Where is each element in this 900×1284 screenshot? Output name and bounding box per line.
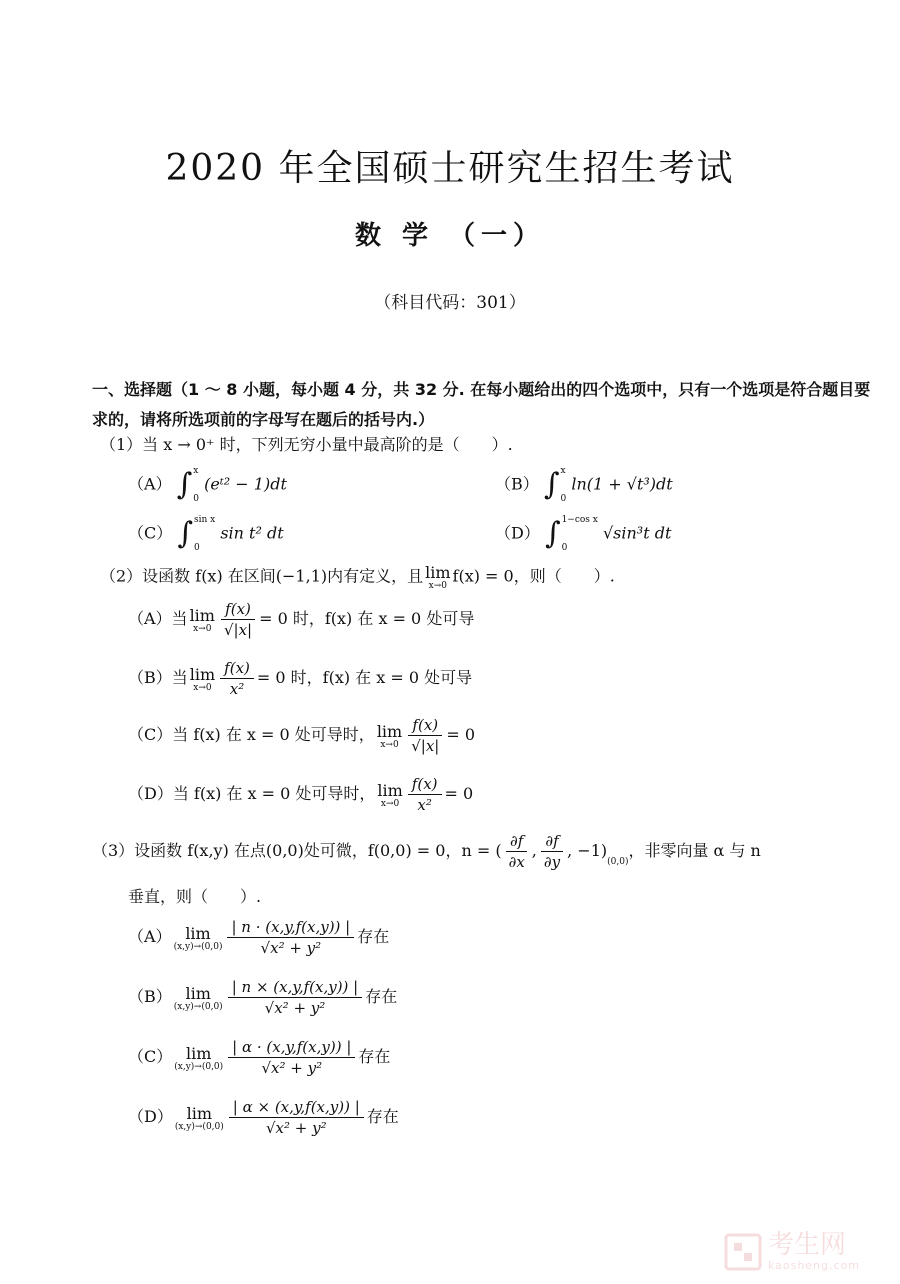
partial-fy — [540, 832, 564, 871]
q1-option-a-expr: (eᵗ² − 1)dt — [204, 474, 287, 494]
q3-option-b — [128, 978, 397, 1017]
q1-option-c — [128, 515, 284, 553]
q2-stem-text: （2）设函数 f(x) 在区间(−1,1)内有定义，且 — [100, 566, 424, 586]
integral-sign: ∫ 1−cos x 0 — [544, 515, 598, 553]
limit: lim x→0 — [425, 563, 451, 591]
denominator: √x² + y² — [265, 1119, 327, 1137]
limit: lim x→0 — [376, 721, 403, 750]
q2-option-d-tail: = 0 — [444, 784, 474, 803]
integral-sign: ∫ x 0 — [176, 466, 200, 504]
denominator: √x² + y² — [264, 999, 326, 1017]
numerator: f(x) — [408, 775, 442, 795]
q2-option-c-label: （C）当 f(x) 在 x = 0 处可导时， — [128, 725, 375, 744]
denominator: ∂x — [508, 853, 525, 871]
partial-fx — [505, 832, 529, 871]
q3-stem-sub: (0,0) — [607, 857, 629, 867]
q3-stem-a: （3）设函数 f(x,y) 在点(0,0)处可微，f(0,0) = 0，n = ( — [92, 841, 502, 860]
numerator: | α · (x,y,f(x,y)) | — [228, 1038, 355, 1058]
watermark-en: kaosheng.com — [767, 1259, 860, 1272]
q3-option-a — [128, 918, 389, 957]
subject-code: （科目代码：301） — [374, 293, 526, 313]
q2-option-b-tail: = 0 时，f(x) 在 x = 0 处可导 — [256, 668, 473, 687]
lower-limit: 0 — [560, 494, 567, 504]
limit: lim (x,y)→(0,0) — [174, 1043, 224, 1072]
denominator: √|x| — [223, 621, 253, 639]
question-3-stem-line2: 垂直，则（ ）. — [128, 887, 262, 906]
denominator: x² — [229, 680, 245, 698]
q1-option-d — [495, 515, 671, 553]
denominator: ∂y — [543, 853, 561, 871]
fraction — [227, 918, 354, 957]
q2-stem-tail: f(x) = 0，则（ ）. — [452, 566, 615, 586]
upper-limit: 1−cos x — [561, 515, 598, 525]
question-1-stem: （1）当 x → 0⁺ 时，下列无穷小量中最高阶的是（ ）. — [100, 435, 513, 454]
lower-limit: 0 — [561, 543, 568, 553]
q3-option-c-tail: 存在 — [358, 1047, 391, 1066]
exam-subtitle: 数 学 （一） — [354, 221, 546, 251]
q2-option-c — [128, 716, 475, 755]
q3-option-c — [128, 1038, 390, 1077]
question-2-stem — [100, 563, 615, 591]
lower-limit: 0 — [193, 494, 200, 504]
q2-option-d — [128, 775, 473, 814]
limit: lim (x,y)→(0,0) — [173, 983, 223, 1012]
fraction — [229, 1098, 364, 1137]
q2-option-a-tail: = 0 时，f(x) 在 x = 0 处可导 — [259, 609, 475, 628]
fraction — [220, 659, 254, 698]
denominator: √x² + y² — [261, 1059, 323, 1077]
watermark — [724, 1231, 860, 1272]
limit: lim (x,y)→(0,0) — [173, 923, 223, 952]
q1-option-d-label: （D） — [495, 523, 540, 543]
q1-option-d-expr: √sin³t dt — [602, 523, 672, 543]
numerator: f(x) — [408, 716, 442, 736]
numerator: | n · (x,y,f(x,y)) | — [227, 918, 354, 938]
integral-sign: ∫ sin x 0 — [177, 515, 216, 553]
q1-option-b — [495, 466, 673, 504]
watermark-cn: 考生网 — [767, 1230, 846, 1260]
q3-stem-c: ，非零向量 α 与 n — [628, 841, 761, 860]
lower-limit: 0 — [193, 543, 200, 553]
watermark-logo-icon — [724, 1233, 762, 1271]
upper-limit: x — [560, 466, 566, 476]
q1-option-c-label: （C） — [128, 523, 173, 543]
q1-option-b-label: （B） — [495, 474, 539, 494]
q3-option-b-tail: 存在 — [365, 987, 398, 1006]
upper-limit: sin x — [193, 515, 216, 525]
exam-title: 2020 年全国硕士研究生招生考试 — [165, 148, 735, 189]
integral-sign: ∫ x 0 — [543, 466, 567, 504]
limit: lim (x,y)→(0,0) — [174, 1103, 224, 1132]
q2-option-a — [128, 600, 474, 639]
q2-option-b-label: （B）当 — [128, 668, 188, 687]
denominator: x² — [417, 796, 432, 814]
numerator: f(x) — [221, 600, 255, 620]
numerator: ∂f — [541, 832, 562, 852]
question-3-stem: （3）设函数 f(x,y) 在点(0,0)处可微，f(0,0) = 0，n = ( $\frac{\partial f}{\partial x}$ , $\frac{\partial f}{\partial y}$ , $-1)_{(0,0)}$，非零向量 α 与 n — [92, 832, 761, 871]
limit: lim x→0 — [377, 780, 403, 809]
q3-option-b-label: （B） — [128, 987, 172, 1006]
limit: lim x→0 — [189, 664, 216, 693]
fraction — [228, 978, 363, 1017]
q1-option-a — [128, 466, 287, 504]
fraction — [408, 775, 442, 814]
denominator: √|x| — [411, 737, 440, 755]
q1-option-a-label: （A） — [128, 474, 172, 494]
q2-option-a-label: （A）当 — [128, 609, 188, 628]
fraction — [220, 600, 256, 639]
q2-option-c-tail: = 0 — [446, 725, 476, 744]
q1-option-b-expr: ln(1 + √t³)dt — [571, 474, 673, 494]
q3-option-c-label: （C） — [128, 1047, 173, 1066]
fraction — [228, 1038, 355, 1077]
limit: lim x→0 — [189, 605, 215, 634]
q2-option-b — [128, 659, 472, 698]
fraction — [407, 716, 443, 755]
q3-option-d-tail: 存在 — [366, 1107, 399, 1126]
q3-option-a-label: （A） — [128, 927, 172, 946]
denominator: √x² + y² — [260, 939, 322, 957]
q3-option-d-label: （D） — [128, 1107, 173, 1126]
upper-limit: x — [193, 466, 199, 476]
q3-option-d — [128, 1098, 399, 1137]
numerator: ∂f — [506, 832, 527, 852]
section-heading: 一、选择题（1 ～ 8 小题，每小题 4 分，共 32 分. 在每小题给出的四个选项中，只有一个选项是符合题目要求的，请将所选项前的字母写在题后的括号内.） — [92, 380, 871, 429]
numerator: | α × (x,y,f(x,y)) | — [229, 1098, 364, 1118]
q3-stem-b: , −1) — [567, 841, 608, 860]
numerator: | n × (x,y,f(x,y)) | — [228, 978, 363, 998]
q3-option-a-tail: 存在 — [357, 927, 390, 946]
q1-option-c-expr: sin t² dt — [220, 523, 284, 543]
numerator: f(x) — [220, 659, 254, 679]
q2-option-d-label: （D）当 f(x) 在 x = 0 处可导时， — [128, 784, 376, 803]
